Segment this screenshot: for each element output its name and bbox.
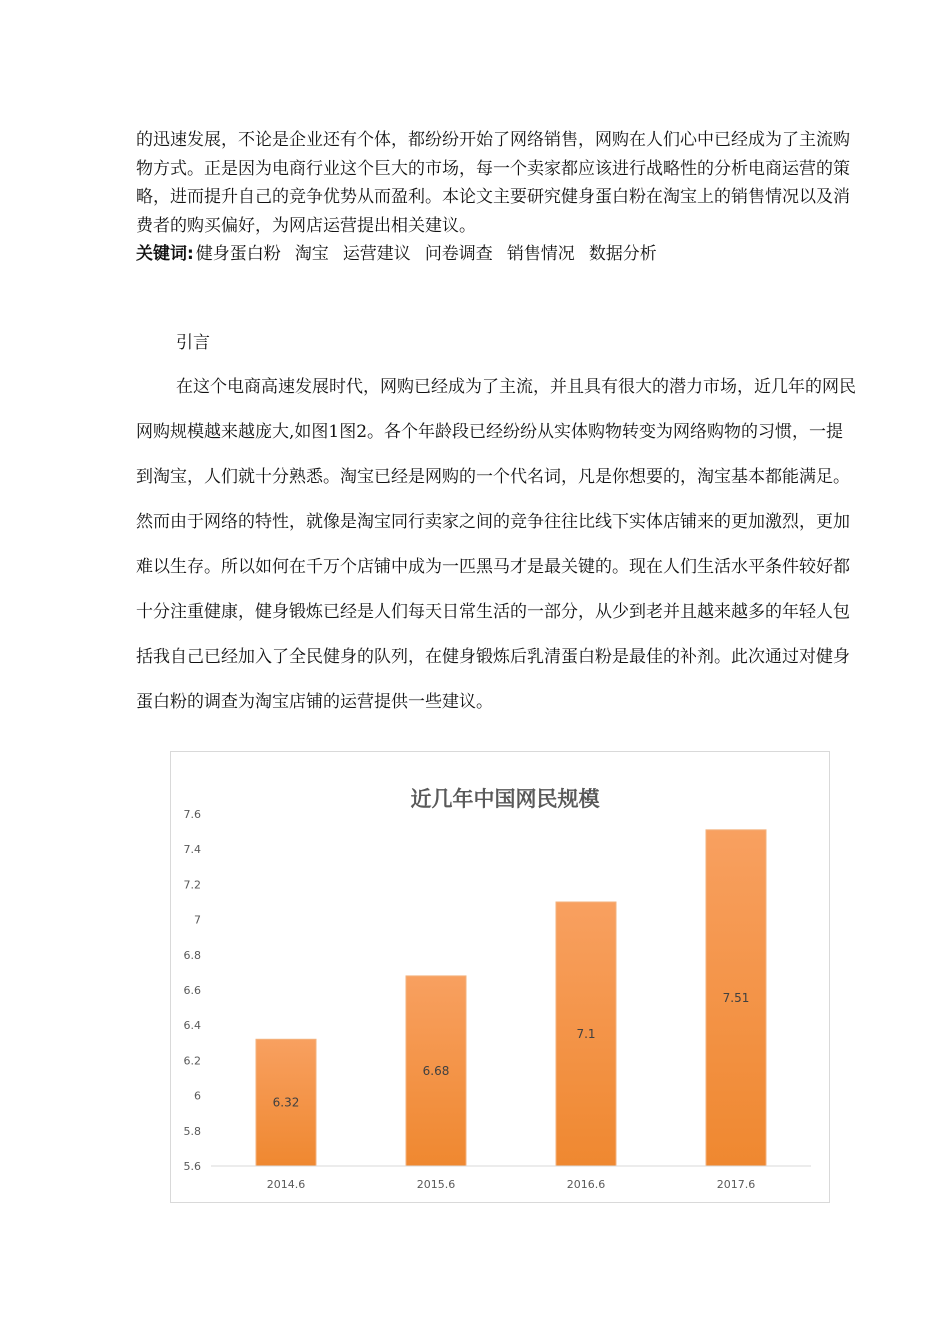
chart-container <box>170 751 830 1203</box>
y-tick-label: 7 <box>194 913 201 927</box>
keywords-label: 关键词: <box>136 244 194 264</box>
y-tick-label: 6.4 <box>183 1019 201 1033</box>
y-tick-label: 6 <box>194 1089 201 1103</box>
y-tick-label: 6.8 <box>183 948 201 962</box>
y-tick-label: 6.6 <box>183 984 201 997</box>
y-tick-label: 6.2 <box>183 1054 201 1068</box>
intro-heading: 引言 <box>176 333 210 353</box>
keyword: 淘宝 <box>294 244 329 264</box>
y-tick-label: 7.4 <box>183 843 201 857</box>
abstract-text: 的迅速发展，不论是企业还有个体，都纷纷开始了网络销售，网购在人们心中已经成为了主流购物方式。正是因为电商行业这个巨大的市场，每一个卖家都应该进行战略性的分析电商运营的策略，进而提升自己的竞争优势从而盈利。本论文主要研究健身蛋白粉在淘宝上的销售情况以及消费者的购买偏好，为网店运营提出相关建议。 <box>136 130 850 236</box>
y-tick-label: 7.2 <box>183 878 201 892</box>
bar-data-label: 7.51 <box>722 990 750 1005</box>
chart-title: 近几年中国网民规模 <box>410 787 600 811</box>
y-tick-label: 5.8 <box>183 1124 201 1138</box>
y-tick-label: 7.6 <box>183 808 201 821</box>
bar-chart <box>171 752 829 1202</box>
keyword: 问卷调查 <box>424 244 493 264</box>
intro-paragraph: 在这个电商高速发展时代，网购已经成为了主流，并且具有很大的潜力市场，近几年的网民网购规模越来越庞大,如图1图2。各个年龄段已经纷纷从实体购物转变为网络购物的习惯，一提到淘宝，人们就十分熟悉。淘宝已经是网购的一个代名词，凡是你想要的，淘宝基本都能满足。然而由于网络的特性，就像是淘宝同行卖家之间的竞争往往比线下实体店铺来的更加激烈，更加难以生存。所以如何在千万个店铺中成为一匹黑马才是最关键的。现在人们生活水平条件较好都十分注重健康，健身锻炼已经是人们每天日常生活的一部分，从少到老并且越来越多的年轻人包括我自己已经加入了全民健身的队列，在健身锻炼后乳清蛋白粉是最佳的补剂。此次通过对健身蛋白粉的调查为淘宝店铺的运营提供一些建议。 <box>136 377 856 712</box>
keyword: 健身蛋白粉 <box>195 244 281 264</box>
x-tick-label: 2015.6 <box>416 1178 456 1191</box>
keyword: 数据分析 <box>588 244 657 264</box>
keyword: 销售情况 <box>506 244 575 264</box>
keyword: 运营建议 <box>342 244 411 264</box>
bar-data-label: 7.1 <box>576 1027 596 1041</box>
abstract-paragraph <box>136 126 858 269</box>
bar-data-label: 6.68 <box>422 1063 450 1078</box>
y-tick-label: 5.6 <box>183 1160 201 1173</box>
x-tick-label: 2017.6 <box>716 1178 756 1191</box>
bar-data-label: 6.32 <box>272 1095 300 1110</box>
x-tick-label: 2014.6 <box>266 1178 306 1191</box>
x-tick-label: 2016.6 <box>566 1178 606 1191</box>
